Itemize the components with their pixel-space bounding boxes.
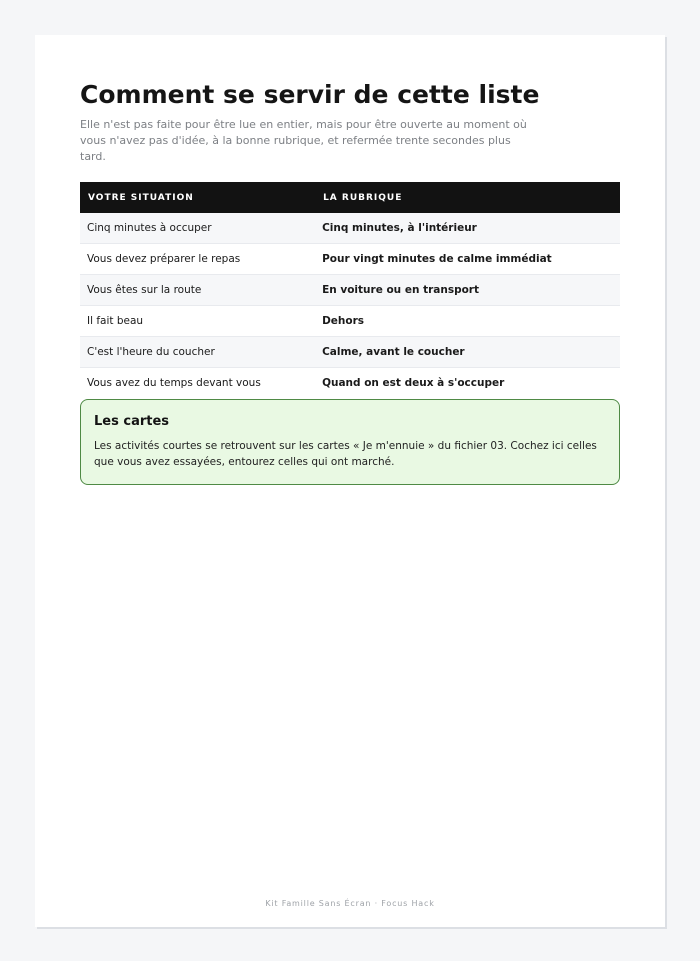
callout-title: Les cartes <box>94 414 170 429</box>
cards-callout <box>80 399 620 485</box>
table-header-row <box>80 182 620 213</box>
situation-table <box>80 182 620 398</box>
rubrique-cell: Pour vingt minutes de calme immédiat <box>315 244 620 275</box>
table-row <box>80 337 620 368</box>
rubrique-cell: Calme, avant le coucher <box>315 337 620 368</box>
document-page <box>35 35 665 927</box>
situation-cell: Cinq minutes à occuper <box>80 213 315 244</box>
callout-text: Les activités courtes se retrouvent sur les cartes « Je m'ennuie » du fichier 03. Cochez ici celles que vous avez essayées, entourez celles qui ont marché. <box>94 440 597 468</box>
rubrique-cell: Cinq minutes, à l'intérieur <box>315 213 620 244</box>
table-row <box>80 213 620 244</box>
header-situation: VOTRE SITUATION <box>80 182 315 213</box>
page-content <box>80 80 620 485</box>
intro-paragraph: Elle n'est pas faite pour être lue en entier, mais pour être ouverte au moment où vous n'avez pas d'idée, à la bonne rubrique, et refermée trente secondes plus tard. <box>80 118 527 163</box>
rubrique-cell: Dehors <box>315 306 620 337</box>
page-footer: Kit Famille Sans Écran · Focus Hack <box>265 899 435 908</box>
table-row <box>80 275 620 306</box>
table-row <box>80 306 620 337</box>
table-row <box>80 368 620 399</box>
situation-cell: C'est l'heure du coucher <box>80 337 315 368</box>
situation-cell: Vous devez préparer le repas <box>80 244 315 275</box>
situation-cell: Il fait beau <box>80 306 315 337</box>
rubrique-cell: Quand on est deux à s'occuper <box>315 368 620 399</box>
table-row <box>80 244 620 275</box>
header-rubrique: LA RUBRIQUE <box>315 182 620 213</box>
rubrique-cell: En voiture ou en transport <box>315 275 620 306</box>
page-title: Comment se servir de cette liste <box>80 80 540 109</box>
situation-cell: Vous avez du temps devant vous <box>80 368 315 399</box>
situation-cell: Vous êtes sur la route <box>80 275 315 306</box>
